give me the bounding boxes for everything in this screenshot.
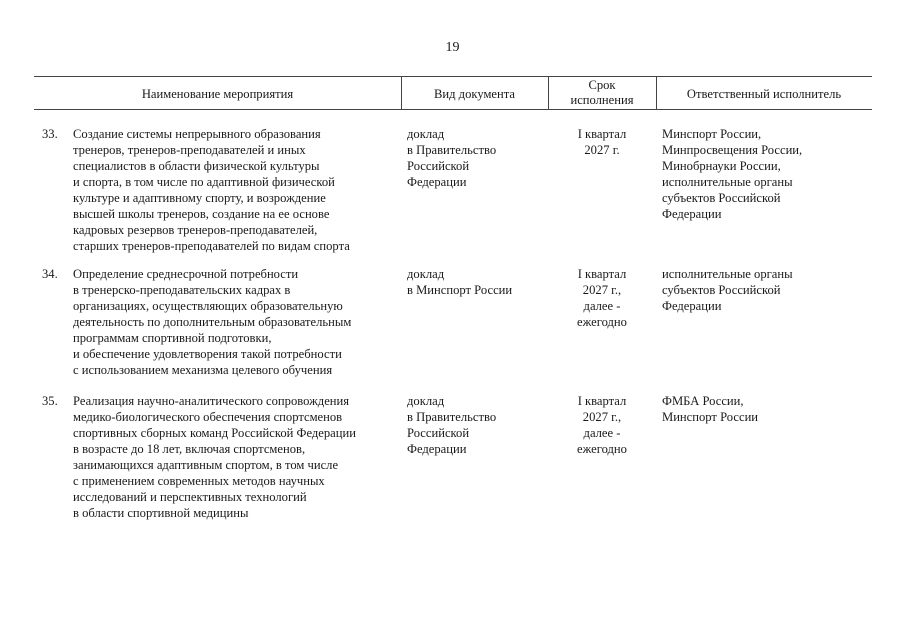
header-name: Наименование мероприятия [141, 87, 294, 101]
row-name: Создание системы непрерывного образования тренеров, тренеров-преподавателей и иных специалистов в области физической культуры и спорта, в том числе по адаптивной физической культуре и адаптивному спорту, и возрождение высшей школы тренеров, создание на ее основе кадровых резервов тренеров-преподавателей, старших тренеров-преподавателей по видам спорта [73, 127, 350, 253]
row-doc-type: доклад в Правительство Российской Федерации [407, 127, 497, 189]
header-term: Срок исполнения [570, 78, 634, 107]
table-header-bottom-rule [34, 109, 872, 110]
row-responsible: Минспорт России, Минпросвещения России, Минобрнауки России, исполнительные органы субъектов Российской Федерации [662, 127, 803, 221]
row-term: I квартал 2027 г., далее - ежегодно [577, 267, 627, 329]
page-number: 19 [445, 40, 460, 55]
row-name: Определение среднесрочной потребности в тренерско-преподавательских кадрах в организациях, осуществляющих образовательную деятельность по дополнительным образовательным программам спортивной подготовки, и обеспечение удовлетворения такой потребности с использованием механизма целевого обучения [73, 267, 352, 377]
header-doc-type: Вид документа [433, 87, 516, 101]
row-term: I квартал 2027 г., далее - ежегодно [577, 394, 627, 456]
row-responsible: исполнительные органы субъектов Российской Федерации [662, 267, 793, 313]
row-doc-type: доклад в Минспорт России [407, 267, 513, 297]
table-top-rule [34, 76, 872, 77]
row-responsible: ФМБА России, Минспорт России [662, 394, 759, 424]
row-name: Реализация научно-аналитического сопровождения медико-биологического обеспечения спортсменов спортивных сборных команд Российской Федерации в возрасте до 18 лет, включая спортсменов, занимающихся адаптивным спортом, в том числе с применением современных методов научных исследований и перспективных технологий в области спортивной медицины [73, 394, 356, 520]
header-responsible: Ответственный исполнитель [686, 87, 842, 101]
row-doc-type: доклад в Правительство Российской Федерации [407, 394, 497, 456]
row-term: I квартал 2027 г. [577, 127, 627, 157]
row-number: 35. [42, 394, 58, 408]
row-number: 33. [42, 127, 58, 141]
row-number: 34. [42, 267, 58, 281]
